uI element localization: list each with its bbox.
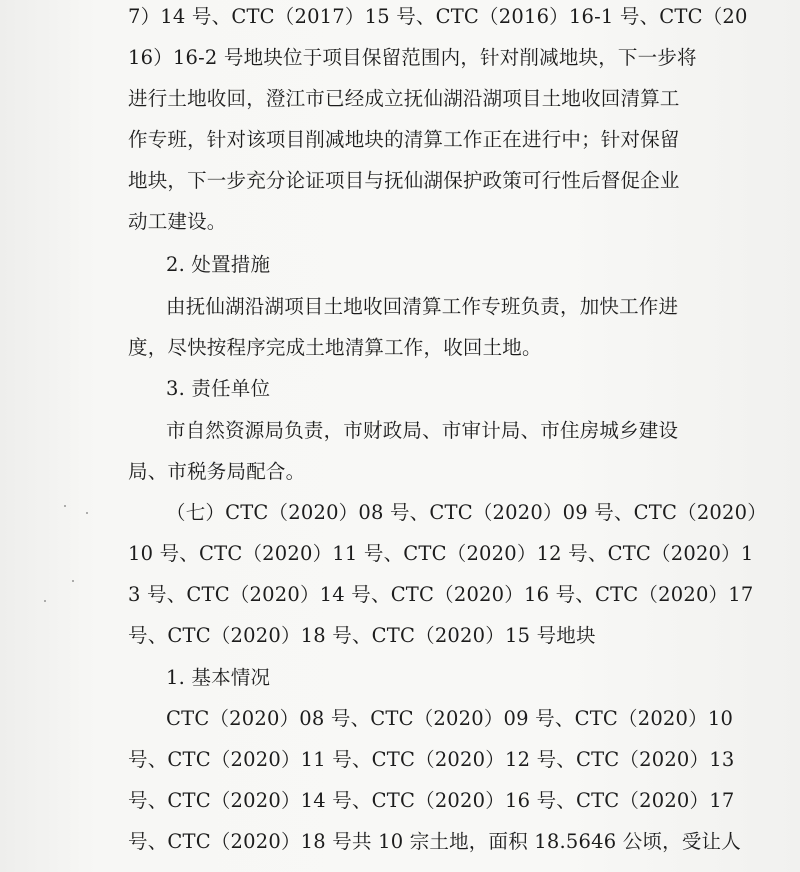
text-line: 号、CTC（2020）14 号、CTC（2020）16 号、CTC（2020）17 <box>128 789 735 812</box>
scan-speck <box>86 512 88 514</box>
text-line: 进行土地收回，澄江市已经成立抚仙湖沿湖项目土地收回清算工 <box>128 87 680 110</box>
text-line: 地块，下一步充分论证项目与抚仙湖保护政策可行性后督促企业 <box>128 169 680 192</box>
text-line: 3 号、CTC（2020）14 号、CTC（2020）16 号、CTC（2020）17 <box>128 583 754 606</box>
text-line: 号、CTC（2020）18 号、CTC（2020）15 号地块 <box>128 624 596 647</box>
paragraph-first-line: CTC（2020）08 号、CTC（2020）09 号、CTC（2020）10 <box>166 707 734 730</box>
paragraph-first-line: 由抚仙湖沿湖项目土地收回清算工作专班负责，加快工作进 <box>166 295 679 318</box>
text-line: 10 号、CTC（2020）11 号、CTC（2020）12 号、CTC（2020）1 <box>128 542 754 565</box>
text-line: 7）14 号、CTC（2017）15 号、CTC（2016）16-1 号、CTC（20 <box>128 5 748 28</box>
text-line: 号、CTC（2020）11 号、CTC（2020）12 号、CTC（2020）13 <box>128 748 735 771</box>
subsection-heading: （七）CTC（2020）08 号、CTC（2020）09 号、CTC（2020） <box>166 501 767 524</box>
text-line: 局、市税务局配合。 <box>128 460 306 483</box>
text-line: 度，尽快按程序完成土地清算工作，收回土地。 <box>128 336 542 359</box>
section-heading: 3. 责任单位 <box>166 377 271 400</box>
scan-speck <box>44 600 46 602</box>
scan-speck <box>72 580 74 582</box>
section-heading: 2. 处置措施 <box>166 253 271 276</box>
section-heading: 1. 基本情况 <box>166 666 271 689</box>
paragraph-first-line: 市自然资源局负责，市财政局、市审计局、市住房城乡建设 <box>166 419 679 442</box>
text-line: 16）16-2 号地块位于项目保留范围内，针对削减地块，下一步将 <box>128 46 697 69</box>
text-line: 号、CTC（2020）18 号共 10 宗土地，面积 18.5646 公顷，受让人 <box>128 830 741 853</box>
text-line: 动工建设。 <box>128 210 227 233</box>
scan-speck <box>64 505 66 507</box>
text-line: 作专班，针对该项目削减地块的清算工作正在进行中；针对保留 <box>128 128 680 151</box>
